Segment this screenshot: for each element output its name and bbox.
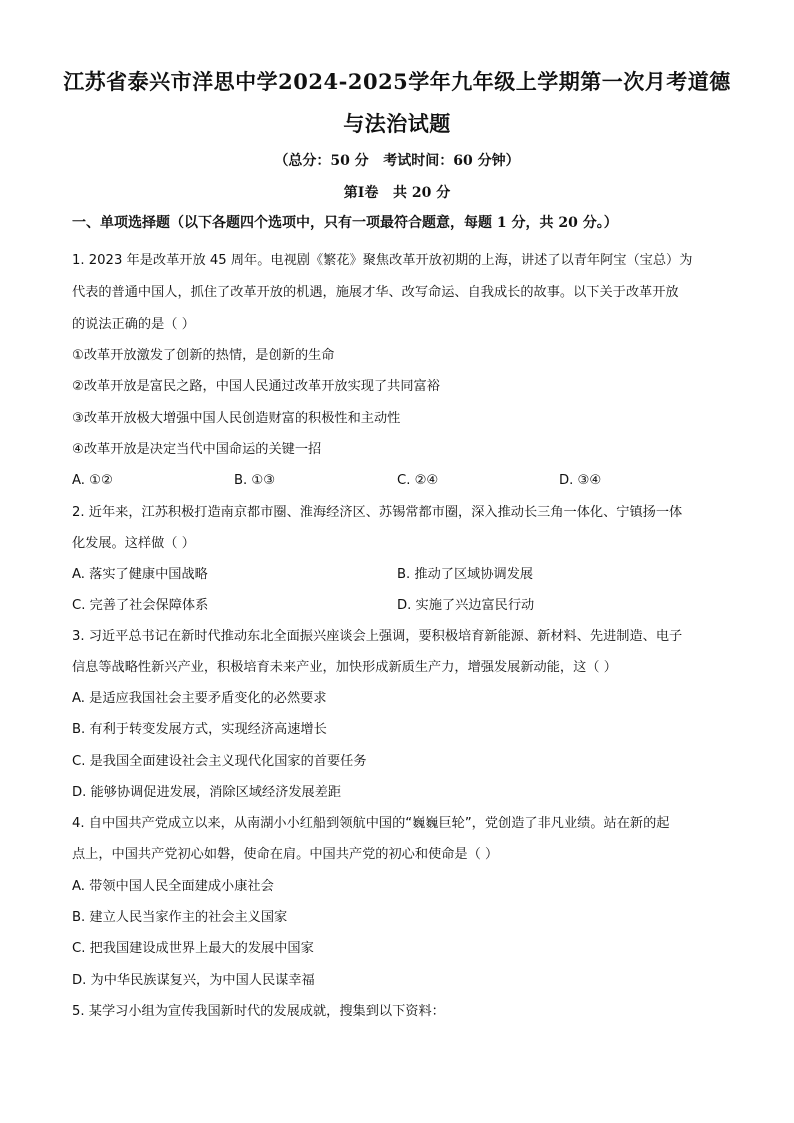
q3-stem-line-1: 3. 习近平总书记在新时代推动东北全面振兴座谈会上强调，要积极培育新能源、新材料、先进制造、电子 — [72, 629, 683, 644]
q3-option-c: C. 是我国全面建设社会主义现代化国家的首要任务 — [72, 754, 367, 769]
exam-title-line-1: 江苏省泰兴市洋思中学2024-2025学年九年级上学期第一次月考道德 — [63, 69, 731, 94]
q2-option-d: D. 实施了兴边富民行动 — [397, 598, 535, 613]
q3-stem-line-2: 信息等战略性新兴产业，积极培育未来产业，加快形成新质生产力，增强发展新动能，这（ ） — [72, 660, 617, 675]
q1-statement-1: ①改革开放激发了创新的热情，是创新的生命 — [72, 348, 335, 363]
q1-option-b: B. ①③ — [234, 473, 276, 488]
q2-stem-line-2: 化发展。这样做（ ） — [72, 536, 195, 551]
exam-title-line-2: 与法治试题 — [343, 111, 451, 136]
q3-option-d: D. 能够协调促进发展，消除区域经济发展差距 — [72, 785, 342, 800]
q5-stem-line-1: 5. 某学习小组为宣传我国新时代的发展成就，搜集到以下资料： — [72, 1004, 445, 1019]
q1-option-c: C. ②④ — [397, 473, 439, 488]
q3-option-b: B. 有利于转变发展方式，实现经济高速增长 — [72, 722, 327, 737]
q4-option-b: B. 建立人民当家作主的社会主义国家 — [72, 910, 288, 925]
exam-volume-label: 第Ⅰ卷 共 20 分 — [343, 185, 451, 201]
q4-stem-line-2: 点上，中国共产党初心如磐，使命在肩。中国共产党的初心和使命是（ ） — [72, 847, 499, 862]
q2-stem-line-1: 2. 近年来，江苏积极打造南京都市圈、淮海经济区、苏锡常都市圈，深入推动长三角一体化、宁镇扬一体 — [72, 505, 683, 520]
q1-stem-line-2: 代表的普通中国人，抓住了改革开放的机遇，施展才华、改写命运、自我成长的故事。以下关于改革开放 — [72, 285, 679, 300]
q2-option-b: B. 推动了区域协调发展 — [397, 567, 534, 582]
q3-option-a: A. 是适应我国社会主要矛盾变化的必然要求 — [72, 691, 327, 706]
q4-stem-line-1: 4. 自中国共产党成立以来，从南湖小小红船到领航中国的“巍巍巨轮”，党创造了非凡业绩。站在新的起 — [72, 816, 670, 831]
section-heading: 一、单项选择题（以下各题四个选项中，只有一项最符合题意，每题 1 分，共 20 分。） — [72, 215, 618, 231]
q1-option-d: D. ③④ — [559, 473, 602, 488]
exam-total-info: （总分：50 分 考试时间：60 分钟） — [274, 153, 520, 169]
q1-stem-line-1: 1. 2023 年是改革开放 45 周年。电视剧《繁花》聚焦改革开放初期的上海，讲述了以青年阿宝（宝总）为 — [72, 253, 693, 268]
q2-option-c: C. 完善了社会保障体系 — [72, 598, 209, 613]
q4-option-a: A. 带领中国人民全面建成小康社会 — [72, 879, 274, 894]
q1-statement-3: ③改革开放极大增强中国人民创造财富的积极性和主动性 — [72, 411, 401, 426]
q1-statement-2: ②改革开放是富民之路，中国人民通过改革开放实现了共同富裕 — [72, 379, 440, 394]
q2-option-a: A. 落实了健康中国战略 — [72, 567, 208, 582]
q4-option-d: D. 为中华民族谋复兴，为中国人民谋幸福 — [72, 973, 315, 988]
q1-statement-4: ④改革开放是决定当代中国命运的关键一招 — [72, 442, 322, 457]
q4-option-c: C. 把我国建设成世界上最大的发展中国家 — [72, 941, 314, 956]
q1-option-a: A. ①② — [72, 473, 113, 488]
q1-stem-line-3: 的说法正确的是（ ） — [72, 317, 195, 332]
